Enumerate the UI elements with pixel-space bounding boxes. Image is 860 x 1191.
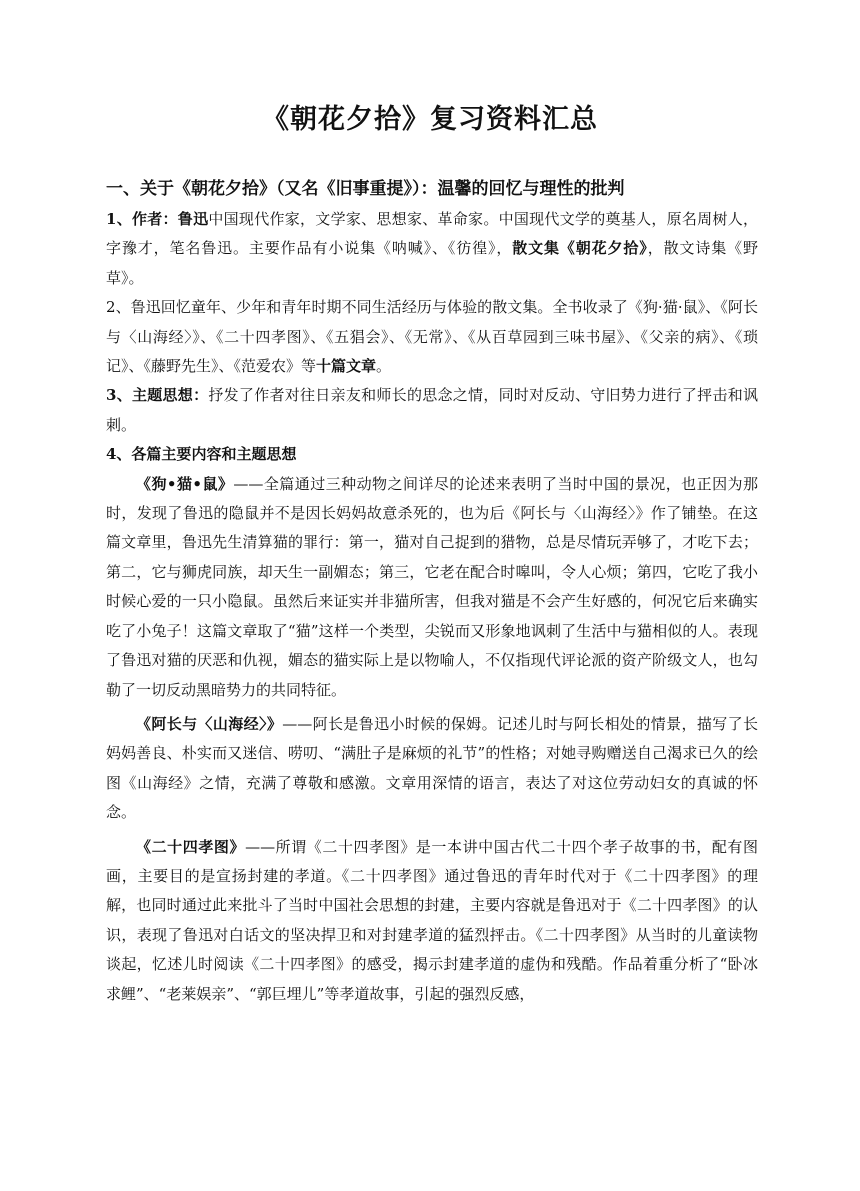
essay-title: 《狗•猫•鼠》 [136,474,234,493]
theme-text: 抒发了作者对往日亲友和师长的思念之情，同时对反动、守旧势力进行了抨击和讽刺。 [106,386,758,434]
author-text-end: ，散文诗集《野草》。 [106,239,758,287]
collection-text: 2、鲁迅回忆童年、少年和青年时期不同生活经历与体验的散文集。全书收录了《狗·猫·鼠》、《阿长与〈山海经〉》、《二十四孝图》、《五猖会》、《无常》、《从百草园到三味书屋》、《父亲的病》、《琐记》、《藤野先生》、《范爱农》等 [106,298,758,376]
paragraph-theme [106,381,758,440]
essay-paragraph [106,710,758,828]
paragraph-author [106,205,758,293]
collection-text-end: 。 [376,357,392,376]
document-body [106,205,758,1009]
essay-text: ——阿长是鲁迅小时候的保姆。记述儿时与阿长相处的情景，描写了长妈妈善良、朴实而又迷信、唠叨、“满肚子是麻烦的礼节”的性格；对她寻购赠送自己渴求已久的绘图《山海经》之情，充满了尊敬和感激。文章用深情的语言，表达了对这位劳动妇女的真诚的怀念。 [106,714,758,822]
essay-text: ——全篇通过三种动物之间详尽的论述来表明了当时中国的景况，也正因为那时，发现了鲁迅的隐鼠并不是因长妈妈故意杀死的，也为后《阿长与〈山海经〉》作了铺垫。在这篇文章里，鲁迅先生清算猫的罪行：第一，猫对自己捉到的猎物，总是尽情玩弄够了，才吃下去；第二，它与狮虎同族，却天生一副媚态；第三，它老在配合时嗥叫，令人心烦；第四，它吃了我小时候心爱的一只小隐鼠。虽然后来证实并非猫所害，但我对猫是不会产生好感的，何况它后来确实吃了小兔子！这篇文章取了“猫”这样一个类型，尖锐而又形象地讽刺了生活中与猫相似的人。表现了鲁迅对猫的厌恶和仇视，媚态的猫实际上是以物喻人，不仅指现代评论派的资产阶级文人，也勾勒了一切反动黑暗势力的共同特征。 [106,474,758,699]
paragraph-collection [106,293,758,381]
essay-title: 《阿长与〈山海经〉》 [136,714,283,733]
page-title: 《朝花夕拾》复习资料汇总 [262,104,598,135]
paragraph-contents-heading [106,440,758,469]
essay-paragraph [106,833,758,1009]
essay-paragraph [106,470,758,705]
collection-bold-text: 十篇文章 [316,357,377,376]
author-text: 中国现代作家，文学家、思想家、革命家。中国现代文学的奠基人，原名周树人，字豫才，笔名鲁迅。主要作品有小说集《呐喊》、《彷徨》， [106,210,758,258]
essay-title: 《二十四孝图》 [136,837,246,856]
theme-label: 3、主题思想： [106,386,209,405]
author-bold-text: 散文集《朝花夕拾》 [512,239,648,258]
section-heading: 一、关于《朝花夕拾》（又名《旧事重提》）：温馨的回忆与理性的批判 [106,179,625,199]
essay-text: ——所谓《二十四孝图》是一本讲中国古代二十四个孝子故事的书，配有图画，主要目的是宣扬封建的孝道。《二十四孝图》通过鲁迅的青年时代对于《二十四孝图》的理解，也同时通过此来批斗了当时中国社会思想的封建，主要内容就是鲁迅对于《二十四孝图》的认识，表现了鲁迅对白话文的坚决捍卫和对封建孝道的猛烈抨击。《二十四孝图》从当时的儿童读物谈起，忆述儿时阅读《二十四孝图》的感受，揭示封建孝道的虚伪和残酷。作品着重分析了“卧冰求鲤”、“老莱娱亲”、“郭巨埋儿”等孝道故事，引起的强烈反感， [106,837,758,1003]
author-label: 1、作者：鲁迅 [106,210,209,228]
contents-label: 4、各篇主要内容和主题思想 [106,445,297,464]
